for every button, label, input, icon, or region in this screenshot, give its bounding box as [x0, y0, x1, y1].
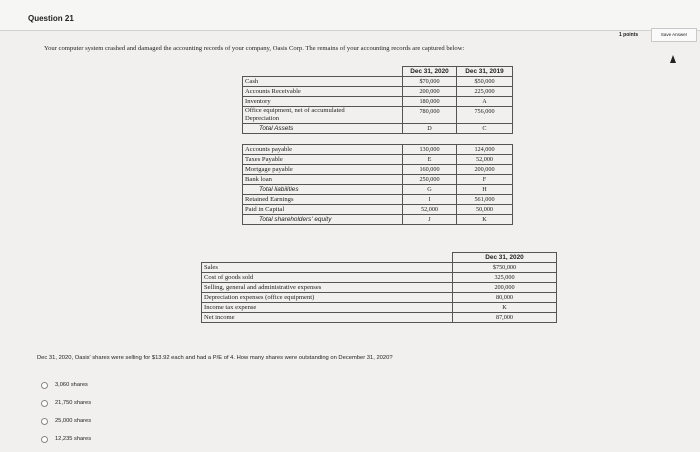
balance-sheet-table	[242, 66, 513, 225]
option-label: 3,060 shares	[55, 382, 88, 388]
radio-button-icon[interactable]	[41, 382, 48, 389]
option-4[interactable]	[41, 430, 91, 448]
table-row: Total liabilities G H	[243, 185, 513, 195]
points-label: 1 points	[619, 32, 639, 38]
radio-button-icon[interactable]	[41, 400, 48, 407]
answer-options	[41, 376, 91, 448]
income-statement-table	[201, 252, 557, 323]
question-prompt: Your computer system crashed and damaged the accounting records of your company, Oasis Corp. The remains of your accounting records are captured below:	[44, 45, 465, 52]
table-row: Paid in Capital 52,000 50,000	[243, 205, 513, 215]
header-2020: Dec 31, 2020	[403, 67, 457, 77]
option-label: 21,750 shares	[55, 400, 92, 406]
table-row: Retained Earnings I 561,000	[243, 195, 513, 205]
table-row: Accounts payable 130,000 124,000	[243, 145, 513, 155]
table-row: Office equipment, net of accumulated Depreciation 780,000 756,000	[243, 107, 513, 124]
option-2[interactable]	[41, 394, 91, 412]
option-label: 12,235 shares	[55, 436, 92, 442]
header-2019: Dec 31, 2019	[457, 67, 513, 77]
table-row: Taxes Payable E 52,000	[243, 155, 513, 165]
radio-button-icon[interactable]	[41, 418, 48, 425]
question-header	[0, 0, 700, 31]
table-row: Cash $70,000 $50,000	[243, 77, 513, 87]
table-row: Accounts Receivable 200,000 225,000	[243, 87, 513, 97]
table-row: Sales $750,000	[202, 263, 557, 273]
question-title: Question 21	[28, 14, 74, 23]
table-row: Inventory 180,000 A	[243, 97, 513, 107]
table-row: Mortgage payable 160,000 200,000	[243, 165, 513, 175]
option-3[interactable]	[41, 412, 91, 430]
table-row: Selling, general and administrative expenses 200,000	[202, 283, 557, 293]
cursor-icon	[670, 55, 676, 63]
save-answer-button[interactable]: Save Answer	[651, 28, 697, 42]
table-row: Total Assets D C	[243, 124, 513, 134]
table-row: Income tax expense K	[202, 303, 557, 313]
option-1[interactable]	[41, 376, 91, 394]
table-row: Net income 87,000	[202, 313, 557, 323]
table-row: Depreciation expenses (office equipment) 80,000	[202, 293, 557, 303]
income-header: Dec 31, 2020	[453, 253, 557, 263]
table-row: Total shareholders' equity J K	[243, 215, 513, 225]
radio-button-icon[interactable]	[41, 436, 48, 443]
question-text: Dec 31, 2020, Oasis' shares were selling for $13.92 each and had a P/E of 4. How many shares were outstanding on December 31, 2020?	[37, 355, 393, 361]
option-label: 25,000 shares	[55, 418, 92, 424]
table-row: Cost of goods sold 325,000	[202, 273, 557, 283]
table-row: Bank loan 250,000 F	[243, 175, 513, 185]
